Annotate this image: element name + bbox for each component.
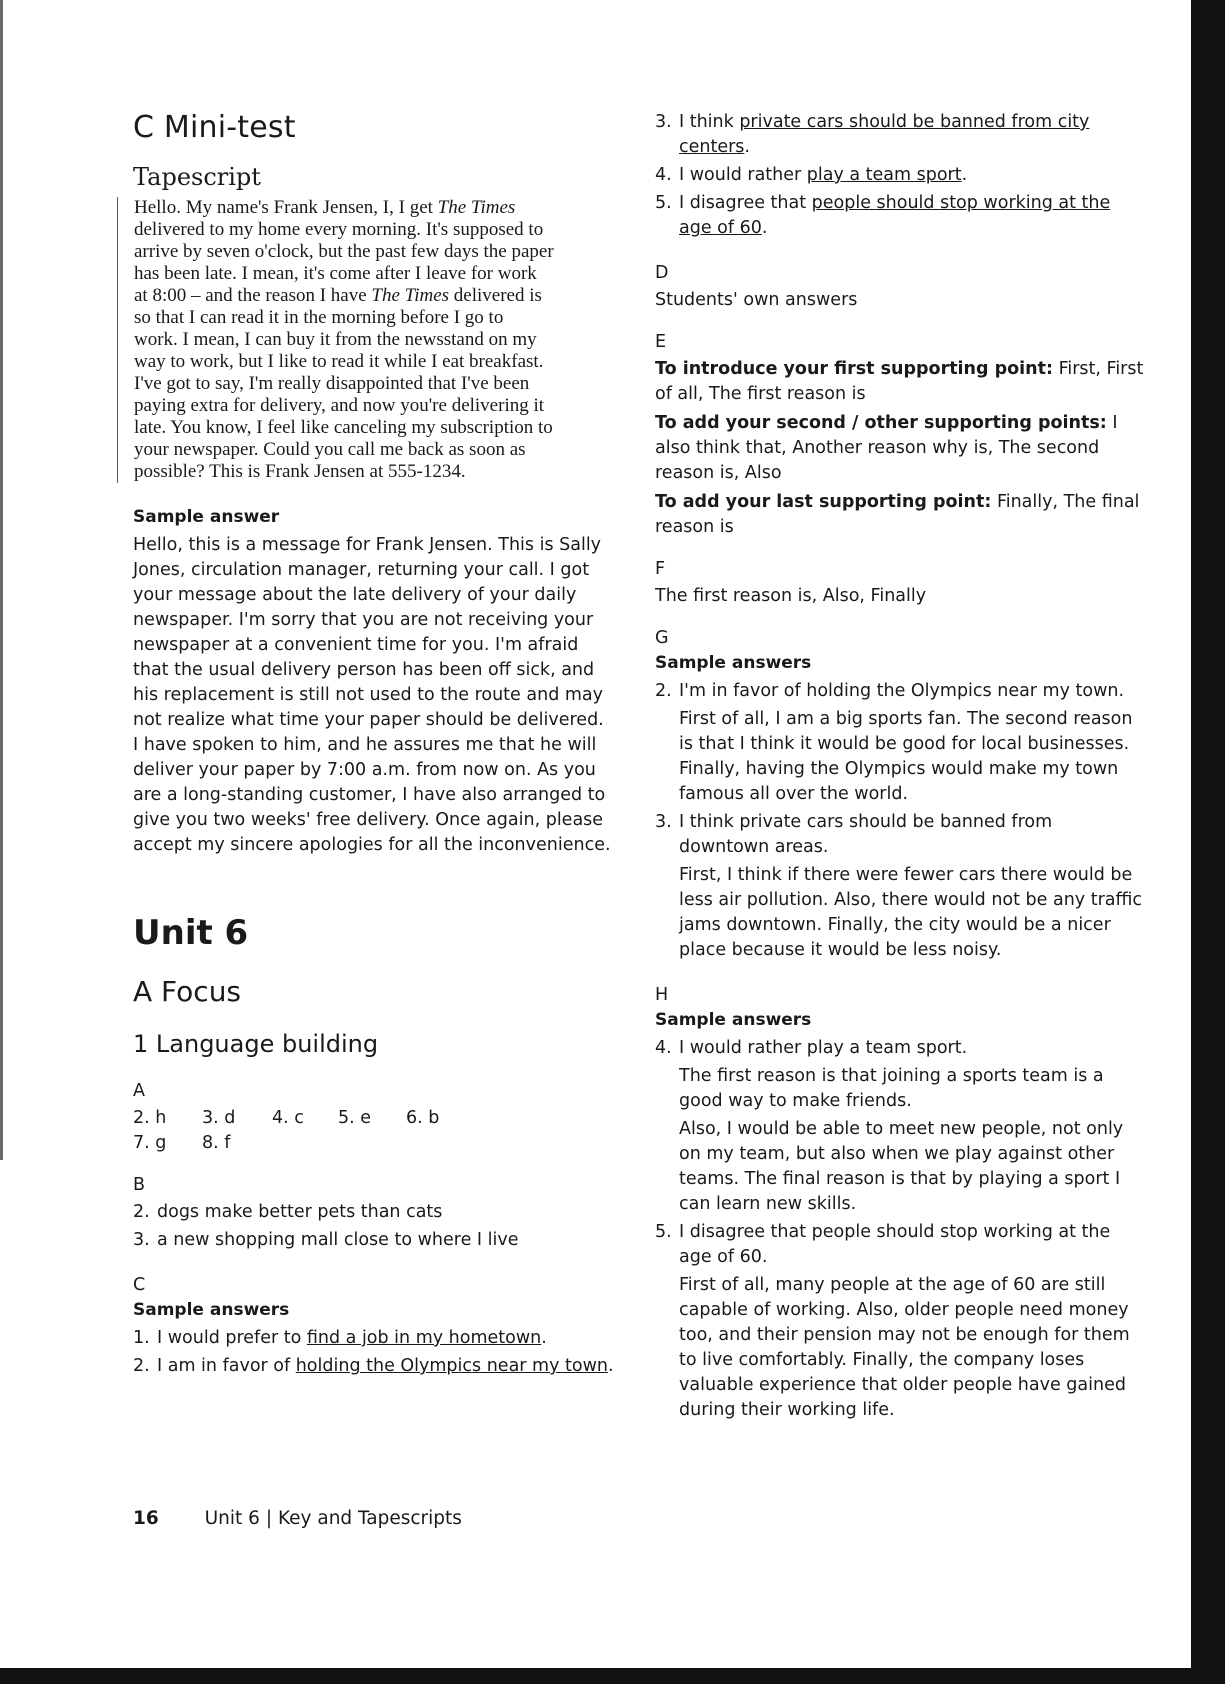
item-number: 5. — [655, 1222, 672, 1242]
exercise-label-c: C — [133, 1275, 146, 1295]
list-item — [133, 1326, 623, 1351]
exercise-label-f: F — [655, 559, 666, 579]
item-number: 4. — [655, 165, 672, 185]
sample-answer-label: Sample answer — [133, 507, 280, 527]
item-text: I would prefer to find a job in my hometown. — [157, 1328, 547, 1348]
unit-title: Unit 6 — [133, 913, 249, 953]
tapescript-line: your newspaper. Could you call me back as soon as — [134, 439, 526, 460]
tapescript-line: arrive by seven o'clock, but the past few days the paper — [134, 241, 554, 262]
exercise-label-e: E — [655, 332, 667, 352]
page-footer — [133, 1508, 462, 1529]
sample-line: give you two weeks' free delivery. Once again, please — [133, 810, 604, 830]
tapescript-line: delivered to my home every morning. It's supposed to — [134, 219, 544, 240]
tapescript-line: possible? This is Frank Jensen at 555-1234. — [134, 461, 466, 482]
answer-item: 8. f — [202, 1133, 231, 1153]
item-text: a new shopping mall close to where I live — [157, 1230, 519, 1250]
item-number: 2. — [133, 1202, 150, 1222]
item-text: I think private cars should be banned from downtown areas. — [679, 812, 1053, 857]
footer-title: Unit 6 | Key and Tapescripts — [204, 1508, 462, 1529]
f-answer: The first reason is, Also, Finally — [655, 586, 927, 606]
item-text: I am in favor of holding the Olympics near my town. — [157, 1356, 614, 1376]
item-number: 2. — [655, 681, 672, 701]
underlined-phrase: holding the Olympics near my town — [295, 1356, 608, 1376]
tapescript-line: late. You know, I feel like canceling my subscription to — [134, 417, 553, 438]
page-number: 16 — [133, 1508, 159, 1529]
item-number: 1. — [133, 1328, 150, 1348]
answer-item: 2. h — [133, 1108, 167, 1128]
tapescript-line: at 8:00 – and the reason I have The Times delivered is — [134, 285, 542, 306]
exercise-label-h: H — [655, 985, 669, 1005]
answer-item: 4. c — [272, 1108, 304, 1128]
right-column — [655, 110, 1147, 1426]
list-item — [655, 1036, 1147, 1061]
underlined-phrase: play a team sport — [806, 165, 962, 185]
sample-line: his replacement is still not used to the route and may — [133, 685, 603, 705]
sample-line: your message about the late delivery of your daily — [133, 585, 577, 605]
list-item — [655, 110, 1147, 160]
sample-line: newspaper. I'm sorry that you are not receiving your — [133, 610, 594, 630]
e-answer-1: To introduce your first supporting point: First, First of all, The first reason is — [655, 359, 1144, 404]
sample-line: not realize what time your paper should be delivered. — [133, 710, 604, 730]
sample-line: Jones, circulation manager, returning your call. I got — [133, 560, 590, 580]
answer-item: 6. b — [406, 1108, 440, 1128]
exercise-label-a: A — [133, 1081, 145, 1101]
e-answer-3: To add your last supporting point: Finally, The final reason is — [655, 492, 1140, 537]
sample-line: accept my sincere apologies for all the inconvenience. — [133, 835, 611, 855]
sample-answers-label: Sample answers — [655, 1010, 812, 1030]
tapescript-line: work. I mean, I can buy it from the newsstand on my — [134, 329, 537, 350]
list-item — [133, 1228, 623, 1253]
item-text: I would rather play a team sport. — [679, 165, 968, 185]
list-item — [133, 1200, 623, 1225]
item-text: I disagree that people should stop working at the age of 60. — [679, 1222, 1111, 1267]
underlined-phrase: people should stop working at the age of 60 — [679, 193, 1111, 238]
tapescript-body — [117, 197, 623, 483]
answer-paragraph: First, I think if there were fewer cars there would be less air pollution. Also, there would not be any traffic jams downtown. Finally, the city would be a nicer place because it would be less noisy. — [679, 865, 1143, 960]
underlined-phrase: find a job in my hometown — [306, 1328, 542, 1348]
scan-edge-left — [0, 0, 3, 1160]
item-number: 3. — [133, 1230, 150, 1250]
sample-answer-body — [133, 533, 623, 858]
item-number: 3. — [655, 112, 672, 132]
item-text: I disagree that people should stop working at the age of 60. — [679, 193, 1111, 238]
item-number: 5. — [655, 193, 672, 213]
sample-line: newspaper at a convenient time for you. I'm afraid — [133, 635, 579, 655]
item-text: I would rather play a team sport. — [679, 1038, 968, 1058]
exercise-label-g: G — [655, 628, 669, 648]
focus-title: A Focus — [133, 975, 242, 1008]
item-text: I think private cars should be banned from city centers. — [679, 112, 1090, 157]
tapescript-line: Hello. My name's Frank Jensen, I, I get The Times — [134, 197, 516, 218]
sample-line: Hello, this is a message for Frank Jensen. This is Sally — [133, 535, 602, 555]
item-number: 4. — [655, 1038, 672, 1058]
answer-item: 7. g — [133, 1133, 167, 1153]
tapescript-line: has been late. I mean, it's come after I leave for work — [134, 263, 537, 284]
sample-answers-label: Sample answers — [133, 1300, 290, 1320]
underlined-phrase: private cars should be banned from city centers — [679, 112, 1090, 157]
e-answer-2: To add your second / other supporting points: I also think that, Another reason why is, The second reason is, Also — [655, 413, 1118, 483]
tapescript-line: paying extra for delivery, and now you're delivering it — [134, 395, 545, 416]
list-item — [655, 679, 1147, 704]
sample-line: are a long-standing customer, I have also arranged to — [133, 785, 606, 805]
answer-paragraph: First of all, I am a big sports fan. The second reason is that I think it would be good for local businesses. Finally, having the Olympics would make my town famous all over the world. — [679, 709, 1133, 804]
sample-line: deliver your paper by 7:00 a.m. from now on. As you — [133, 760, 596, 780]
exercise-label-b: B — [133, 1175, 146, 1195]
answers-a — [133, 1106, 623, 1156]
language-building-title: 1 Language building — [133, 1030, 379, 1058]
scan-edge-right — [1191, 0, 1225, 1684]
tapescript-line: way to work, but I like to read it while I eat breakfast. — [134, 351, 544, 372]
answer-paragraph: First of all, many people at the age of 60 are still capable of working. Also, older people need money too, and their pension may not be enough for them to live comfortably. Finally, the company loses valuable experience that older people have gained during their working life. — [679, 1275, 1130, 1420]
list-item — [655, 1220, 1147, 1270]
answer-item: 3. d — [202, 1108, 236, 1128]
item-text: dogs make better pets than cats — [157, 1202, 443, 1222]
item-number: 2. — [133, 1356, 150, 1376]
sample-line: that the usual delivery person has been off sick, and — [133, 660, 595, 680]
section-title-mini-test: C Mini-test — [133, 110, 296, 145]
list-item — [655, 163, 1147, 188]
tapescript-line: so that I can read it in the morning before I go to — [134, 307, 504, 328]
left-column — [133, 110, 623, 1382]
answer-paragraph: Also, I would be able to meet new people, not only on my team, but also when we play against other teams. The final reason is that by playing a sport I can learn new skills. — [679, 1119, 1124, 1214]
tapescript-line: I've got to say, I'm really disappointed that I've been — [134, 373, 530, 394]
list-item — [655, 191, 1147, 241]
item-number: 3. — [655, 812, 672, 832]
answer-item: 5. e — [338, 1108, 372, 1128]
list-item — [655, 810, 1147, 860]
d-answer: Students' own answers — [655, 290, 858, 310]
sample-answers-label: Sample answers — [655, 653, 812, 673]
item-text: I'm in favor of holding the Olympics near my town. — [679, 681, 1125, 701]
sample-line: I have spoken to him, and he assures me that he will — [133, 735, 597, 755]
scan-edge-bottom — [0, 1668, 1225, 1684]
tapescript-heading: Tapescript — [133, 163, 261, 191]
exercise-label-d: D — [655, 263, 669, 283]
answer-paragraph: The first reason is that joining a sports team is a good way to make friends. — [679, 1066, 1104, 1111]
list-item — [133, 1354, 623, 1379]
